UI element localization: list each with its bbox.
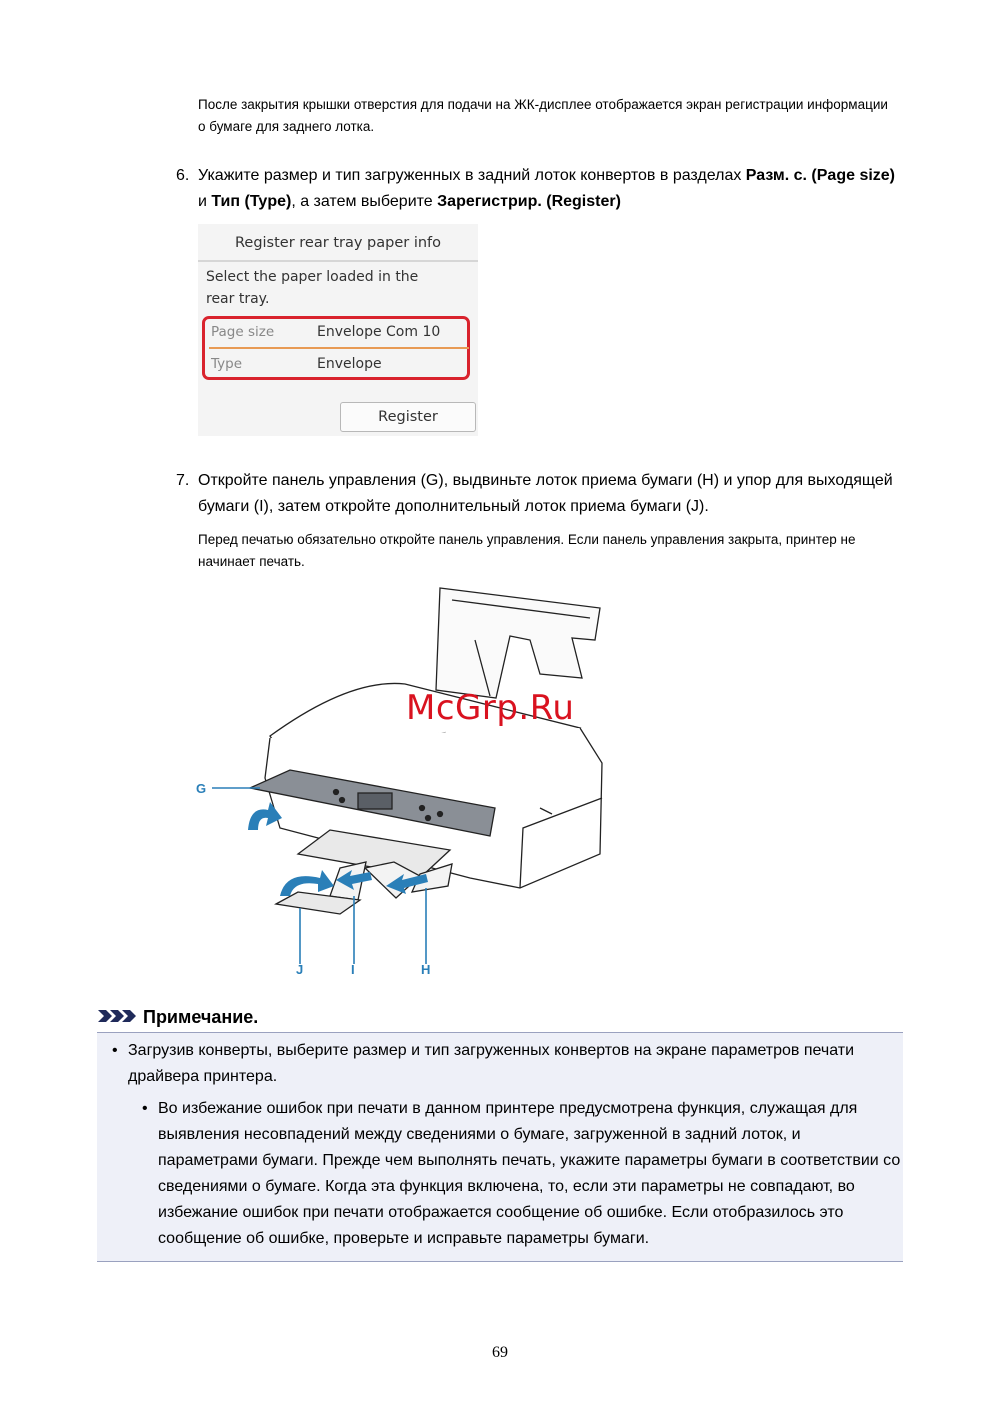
callout-g: G	[196, 781, 207, 796]
note-item-1	[112, 1038, 902, 1090]
callout-h: H	[421, 962, 431, 977]
step-6-bold-type: Тип (Type)	[211, 193, 292, 210]
step-6-bold-page-size: Разм. с. (Page size)	[745, 167, 896, 184]
lcd-page-size-value: Envelope Com 10	[317, 324, 441, 340]
lcd-row-divider	[209, 347, 469, 349]
step-6-text-a: Укажите размер и тип загруженных в задний лоток конвертов в разделах	[198, 167, 746, 184]
arrow-curve-icon	[280, 870, 334, 896]
step-7-text: Откройте панель управления (G), выдвиньте лоток приема бумаги (H) и упор для выходящей бумаги (I), затем откройте дополнительный лоток приема бумаги (J).	[198, 472, 893, 515]
lcd-highlight-box	[202, 316, 470, 380]
lcd-type-label: Type	[211, 356, 243, 372]
lcd-page-size-label: Page size	[211, 324, 275, 340]
note-heading: Примечание.	[143, 1007, 259, 1027]
watermark: McGrp.Ru	[406, 688, 575, 728]
note-arrows-icon	[98, 1008, 138, 1024]
intro-note: После закрытия крышки отверстия для подачи на ЖК-дисплее отображается экран регистрации информации о бумаге для заднего лотка.	[198, 97, 888, 134]
bullet: •	[142, 1100, 148, 1117]
step-7-note: Перед печатью обязательно откройте панель управления. Если панель управления закрыта, принтер не начинает печать.	[198, 532, 856, 569]
lcd-title: Register rear tray paper info	[198, 224, 478, 262]
callout-j: J	[296, 962, 304, 977]
note-item-1-text: Загрузив конверты, выберите размер и тип загруженных конвертов на экране параметров печати драйвера принтера.	[128, 1042, 855, 1085]
step-6-bold-register: Зарегистрир. (Register)	[437, 193, 621, 210]
lcd-register-button[interactable]: Register	[340, 402, 476, 432]
callout-i: I	[351, 962, 355, 977]
lcd-message: Select the paper loaded in the rear tray.	[206, 269, 419, 307]
printer-illustration	[190, 578, 620, 978]
lcd-type-value: Envelope	[317, 356, 382, 372]
rear-paper-support	[436, 588, 600, 698]
step-6-text	[198, 163, 906, 215]
note-item-2	[142, 1096, 902, 1252]
step-6	[176, 163, 906, 215]
lcd-screen	[198, 224, 478, 436]
bullet: •	[112, 1042, 118, 1059]
note-item-2-text: Во избежание ошибок при печати в данном принтере предусмотрена функция, служащая для выявления несовпадений между сведениями о бумаге, загруженной в задний лоток, и параметрами бумаги. Прежде чем выполнять печать, укажите параметры бумаги в соответствии со сведениями о бумаге. Когда эта функция включена, то, если эти параметры не совпадают, во избежание ошибок при печати отображается сообщение об ошибке. Если отобразилось это сообщение об ошибке, проверьте и исправьте параметры бумаги.	[158, 1100, 901, 1247]
step-6-text-c: , а затем выберите	[291, 193, 438, 210]
step-6-number: 6.	[176, 167, 190, 184]
step-7	[176, 468, 906, 520]
step-7-number: 7.	[176, 472, 190, 489]
step-6-text-b: и	[198, 193, 212, 210]
page-number: 69	[492, 1344, 508, 1361]
